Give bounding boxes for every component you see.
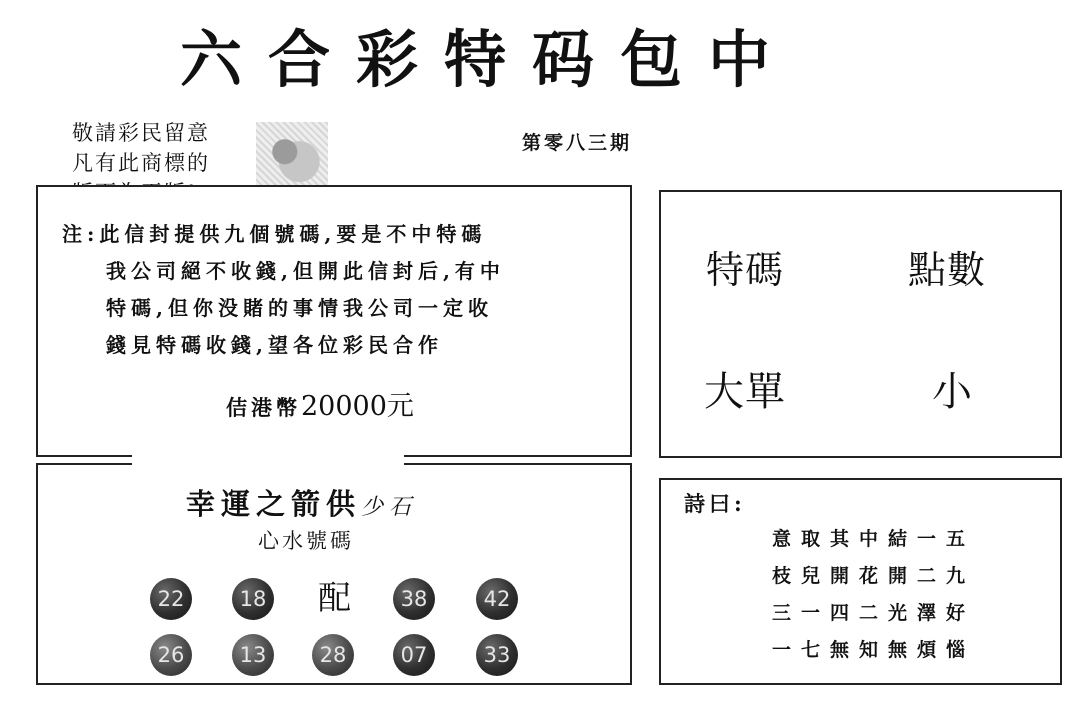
note-line: 特碼,但你没賭的事情我公司一定收: [106, 296, 493, 320]
poem-line: 一七無知無煩惱: [772, 639, 976, 661]
poem-text: [772, 521, 975, 669]
note-line: 我公司絕不收錢,但開此信封后,有中: [106, 259, 505, 283]
points-label-big-odd: 大單: [704, 369, 786, 415]
points-label-points: 點數: [908, 248, 987, 292]
number-ball: 07: [393, 634, 435, 676]
amount-value: 20000元: [301, 391, 414, 422]
note-line: 錢見特碼收錢,望各位彩民合作: [106, 333, 443, 357]
note-text: [62, 216, 505, 364]
lucky-title-main: 幸運之箭供: [186, 487, 362, 521]
note-line: 注:此信封提供九個號碼,要是不中特碼: [62, 222, 487, 246]
lucky-title-tail: 少石: [361, 495, 418, 520]
number-ball: 18: [232, 578, 274, 620]
number-ball: 38: [393, 578, 435, 620]
lucky-subtitle: 心水號碼: [258, 529, 354, 553]
pair-label: 配: [318, 578, 351, 617]
amount-label: 佶港幣: [226, 395, 301, 420]
panel-tab-gap: [132, 451, 404, 471]
points-label-small: 小: [932, 369, 973, 415]
amount: [226, 387, 414, 428]
number-ball: 33: [476, 634, 518, 676]
page-title: 六合彩特码包中: [180, 23, 797, 96]
poem-line: 三一四二光澤好: [772, 602, 976, 624]
number-ball: 13: [232, 634, 274, 676]
number-ball: 28: [312, 634, 354, 676]
points-panel: [659, 190, 1062, 458]
number-ball: 42: [476, 578, 518, 620]
points-label-special: 特碼: [706, 248, 785, 292]
number-ball: 26: [150, 634, 192, 676]
notice-line: 凡有此商標的: [72, 151, 210, 175]
issue-number: 第零八三期: [522, 132, 633, 154]
poem-line: 意取其中結一五: [772, 528, 976, 550]
number-ball: 22: [150, 578, 192, 620]
lucky-title: [186, 484, 417, 528]
trademark-stamp-image: [256, 122, 328, 188]
poem-heading: 詩曰:: [684, 491, 746, 516]
poem-line: 枝兒開花開二九: [772, 565, 976, 587]
notice-line: 敬請彩民留意: [72, 121, 210, 145]
